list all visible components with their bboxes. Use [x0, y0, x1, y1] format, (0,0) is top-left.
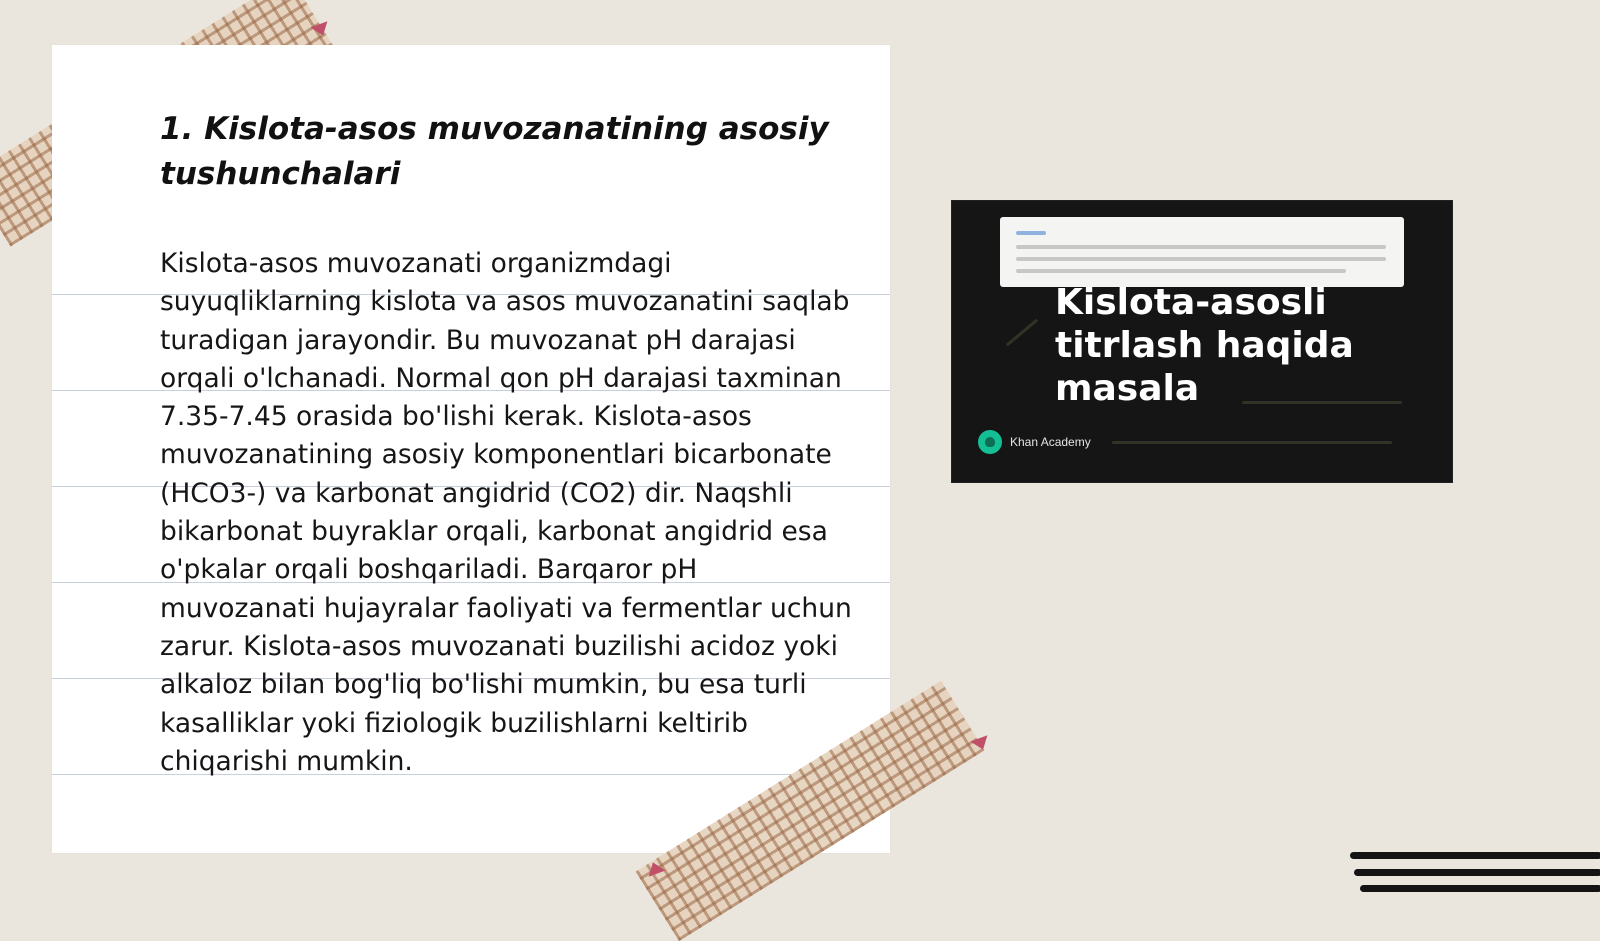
decorative-line — [1354, 869, 1600, 876]
video-title-line: Kislota-asosli — [1055, 282, 1327, 323]
slide-body-text: Kislota-asos muvozanati organizmdagi suyuqliklarning kislota va asos muvozanatini saqlab turadigan jarayondir. Bu muvozanat pH darajasi orqali o'lchanadi. Normal qon pH darajasi taxminan 7.35-7.45 orasida bo'lishi kerak. Kislota-asos muvozanatining asosiy komponentlari bicarbonate (HCO3-) va karbonat angidrid (CO2) dir. Naqshli bikarbonat buyraklar orqali, karbonat angidrid esa o'pkalar orqali boshqariladi. Barqaror pH muvozanati hujayralar faoliyati va fermentlar uchun zarur. Kislota-asos muvozanati buzilishi acidoz yoki alkaloz bilan bog'liq bo'lishi mumkin, bu esa turli kasalliklar yoki fiziologik buzilishlarni keltirib chiqarishi mumkin. — [160, 248, 852, 777]
video-title-line: masala — [1055, 368, 1200, 409]
decorative-line — [1350, 852, 1600, 859]
thumbnail-card — [1000, 217, 1404, 287]
brand — [978, 430, 1091, 454]
video-title — [1055, 281, 1435, 410]
decorative-line — [1360, 885, 1600, 892]
brand-name: Khan Academy — [1010, 435, 1091, 449]
slide-title-line: tushunchalari — [160, 156, 401, 192]
note-paper — [52, 45, 890, 853]
khan-academy-logo-icon — [978, 430, 1002, 454]
slide-title-line: 1. Kislota-asos muvozanatining asosiy — [160, 111, 829, 147]
slide-title — [160, 107, 860, 197]
video-thumbnail[interactable] — [951, 200, 1453, 483]
video-title-line: titrlash haqida — [1055, 325, 1354, 366]
